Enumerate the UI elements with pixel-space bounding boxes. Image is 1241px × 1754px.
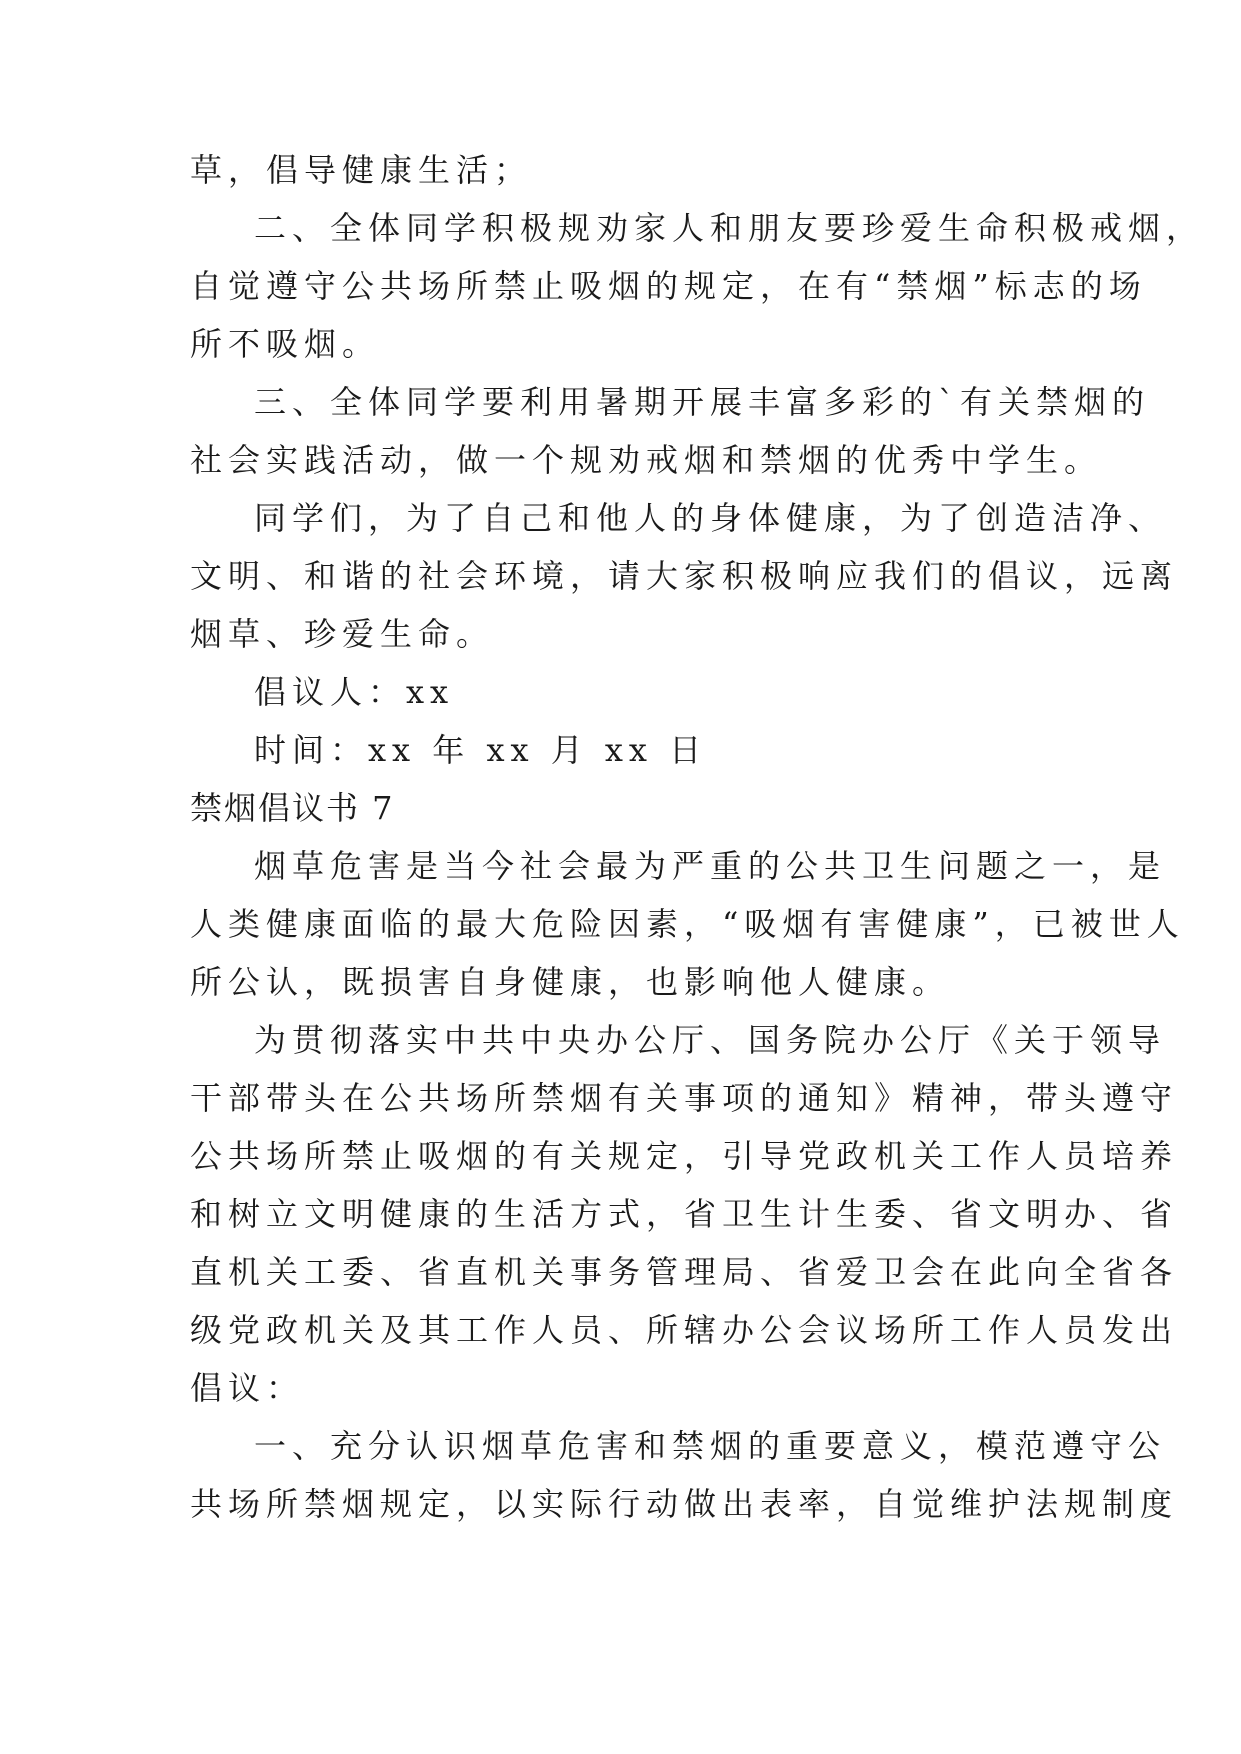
text-line: 所公认，既损害自身健康，也影响他人健康。 (190, 963, 951, 1001)
text-line: 级党政机关及其工作人员、所辖办公会议场所工作人员发出 (190, 1311, 1179, 1349)
text-line: 和树立文明健康的生活方式，省卫生计生委、省文明办、省 (190, 1195, 1179, 1233)
text-line: 干部带头在公共场所禁烟有关事项的通知》精神，带头遵守 (190, 1079, 1179, 1117)
text-line: 人类健康面临的最大危险因素，“吸烟有害健康”，已被世人 (190, 905, 1185, 943)
text-line: 社会实践活动，做一个规劝戒烟和禁烟的优秀中学生。 (190, 441, 1103, 479)
text-line: 共场所禁烟规定，以实际行动做出表率，自觉维护法规制度 (190, 1485, 1179, 1523)
section-heading: 禁烟倡议书 7 (190, 789, 395, 827)
text-line: 为贯彻落实中共中央办公厅、国务院办公厅《关于领导 (254, 1021, 1167, 1059)
text-line: 草，倡导健康生活； (190, 151, 533, 189)
text-line: 二、全体同学积极规劝家人和朋友要珍爱生命积极戒烟， (254, 209, 1205, 247)
signatory: 倡议人：xx (254, 673, 455, 711)
text-line: 三、全体同学要利用暑期开展丰富多彩的`有关禁烟的 (254, 383, 1151, 421)
text-line: 一、充分认识烟草危害和禁烟的重要意义，模范遵守公 (254, 1427, 1167, 1465)
text-line: 烟草危害是当今社会最为严重的公共卫生问题之一，是 (254, 847, 1167, 885)
text-line: 直机关工委、省直机关事务管理局、省爱卫会在此向全省各 (190, 1253, 1179, 1291)
text-line: 自觉遵守公共场所禁止吸烟的规定，在有“禁烟”标志的场 (190, 267, 1147, 305)
text-line: 文明、和谐的社会环境，请大家积极响应我们的倡议，远离 (190, 557, 1179, 595)
text-line: 所不吸烟。 (190, 325, 381, 363)
text-line: 同学们，为了自己和他人的身体健康，为了创造洁净、 (254, 499, 1167, 537)
text-line: 烟草、珍爱生命。 (190, 615, 495, 653)
date-line: 时间：xx 年 xx 月 xx 日 (254, 731, 708, 769)
text-line: 公共场所禁止吸烟的有关规定，引导党政机关工作人员培养 (190, 1137, 1179, 1175)
text-line: 倡议： (190, 1369, 305, 1407)
